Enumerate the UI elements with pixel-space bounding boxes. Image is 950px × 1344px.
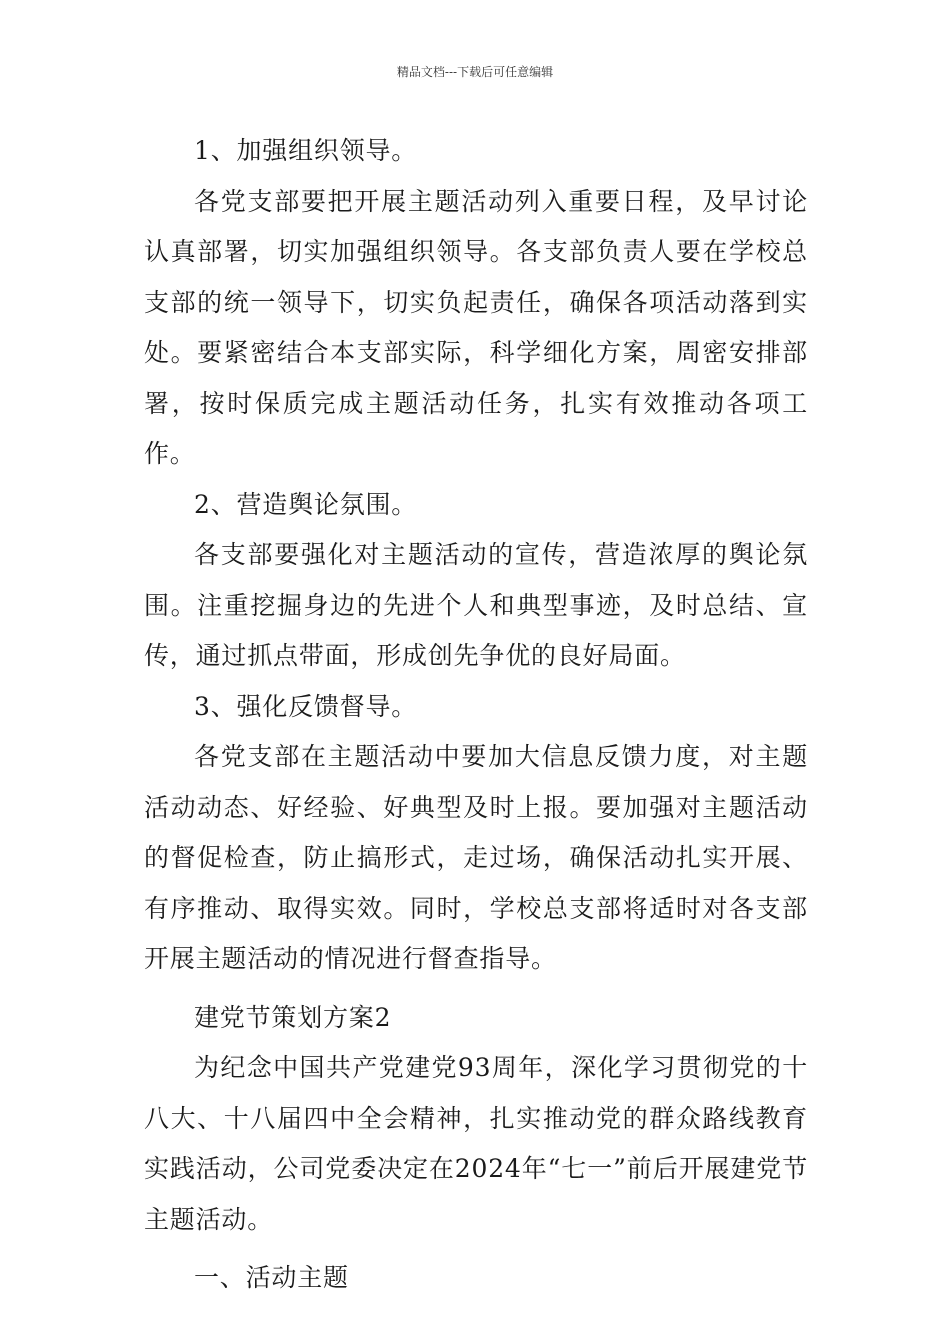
- paragraph: 为纪念中国共产党建党93周年，深化学习贯彻党的十八大、十八届四中全会精神，扎实推动党的群众路线教育实践活动，公司党委决定在2024年“七一”前后开展建党节主题活动。: [144, 1053, 808, 1234]
- paragraph: 各党支部要把开展主题活动列入重要日程，及早讨论认真部署，切实加强组织领导。各支部负责人要在学校总支部的统一领导下，切实负起责任，确保各项活动落到实处。要紧密结合本支部实际，科学细化方案，周密安排部署，按时保质完成主题活动任务，扎实有效推动各项工作。: [144, 186, 808, 468]
- item-heading-2: 2、营造舆论氛围。: [194, 489, 418, 519]
- section-heading: 一、活动主题: [194, 1263, 349, 1292]
- item-heading-3: 3、强化反馈督导。: [194, 691, 418, 721]
- section-title: 建党节策划方案2: [194, 1002, 392, 1032]
- document-body: [144, 126, 808, 1304]
- paragraph: 各支部要强化对主题活动的宣传，营造浓厚的舆论氛围。注重挖掘身边的先进个人和典型事迹，及时总结、宣传，通过抓点带面，形成创先争优的良好局面。: [144, 540, 808, 670]
- item-heading-1: 1、加强组织领导。: [194, 136, 418, 165]
- paragraph: 各党支部在主题活动中要加大信息反馈力度，对主题活动动态、好经验、好典型及时上报。要加强对主题活动的督促检查，防止搞形式，走过场，确保活动扎实开展、有序推动、取得实效。同时，学校总支部将适时对各支部开展主题活动的情况进行督查指导。: [144, 742, 808, 973]
- page-header: 精品文档---下载后可任意编辑: [396, 65, 554, 79]
